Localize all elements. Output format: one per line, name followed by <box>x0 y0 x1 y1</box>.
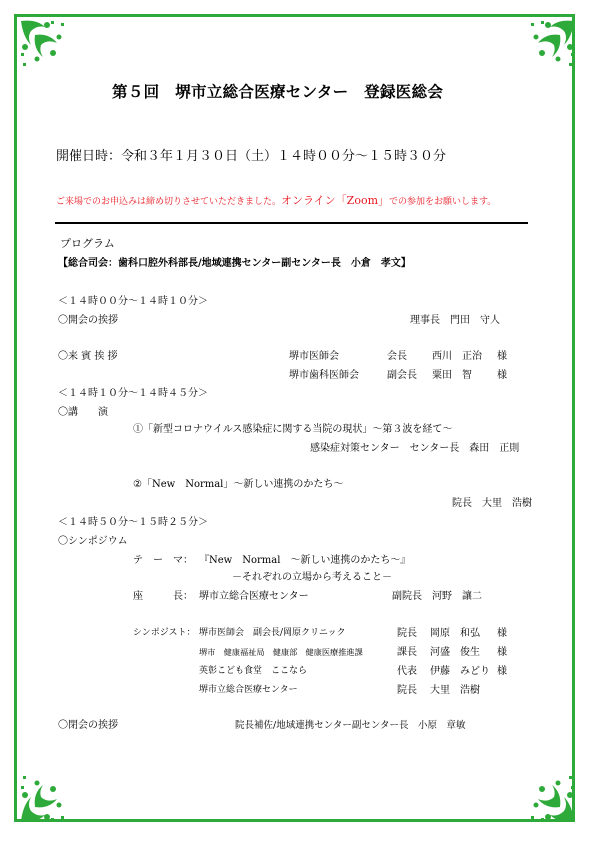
divider-line <box>55 222 528 224</box>
notice-text <box>56 195 496 207</box>
time-slot-1: ＜１４時００分～１４時１０分＞ <box>58 296 208 307</box>
theme-label: テ ー マ： <box>133 555 193 566</box>
notice-part-3: での参加をお願いします。 <box>389 197 497 207</box>
notice-zoom: オンライン「Zoom」 <box>281 194 390 207</box>
guest-1-role: 会長 <box>387 351 407 362</box>
symposist-1-org: 堺市医師会 副会長/岡原クリニック <box>199 628 346 638</box>
symposists-label: シンポジスト： <box>133 628 196 638</box>
symposist-4-role: 院長 <box>397 685 417 696</box>
guest-1-name: 西川 正治 <box>432 351 482 362</box>
symposist-2-name: 河盛 俊生 <box>430 647 480 658</box>
program-heading: プログラム <box>60 237 115 250</box>
symposist-3-name: 伊藤 みどり <box>430 666 490 677</box>
symposist-2-org: 堺市 健康福祉局 健康部 健康医療推進課 <box>199 647 363 657</box>
chair-label: 座 長： <box>133 591 193 602</box>
guest-2-org: 堺市歯科医師会 <box>289 370 359 381</box>
symposist-3-org: 英彰こども食堂 ここなら <box>199 666 308 676</box>
chair-org: 堺市立総合医療センター <box>199 591 309 602</box>
opening-greeting-person: 理事長 門田 守人 <box>410 315 500 326</box>
corner-ornament-top-right <box>520 17 578 75</box>
guest-1-org: 堺市医師会 <box>289 351 339 362</box>
page-title: 第５回 堺市立総合医療センター 登録医総会 <box>112 82 444 101</box>
symposist-3-role: 代表 <box>397 666 417 677</box>
guest-2-honorific: 様 <box>497 370 507 381</box>
lecture-1-title: ①「新型コロナウイルス感染症に関する当院の現状」～第３波を経て～ <box>133 424 453 435</box>
symposist-1-name: 岡原 和弘 <box>430 628 480 639</box>
guest-1-honorific: 様 <box>497 351 507 362</box>
symposist-1-honorific: 様 <box>497 628 507 639</box>
symposist-4-name: 大里 浩樹 <box>430 685 480 696</box>
page-border <box>14 14 575 822</box>
lecture-label: 〇講 演 <box>58 407 108 418</box>
symposium-label: 〇シンポジウム <box>58 536 128 547</box>
closing-greeting-person: 院長補佐/地域連携センター副センター長 小原 章敏 <box>235 720 466 731</box>
symposist-4-org: 堺市立総合医療センター <box>199 685 298 695</box>
corner-ornament-top-left <box>17 17 75 75</box>
lecture-1-speaker: 感染症対策センター センター長 森田 正則 <box>310 443 520 454</box>
theme-text: 『New Normal ～新しい連携のかたち～』 <box>199 555 411 566</box>
symposist-2-role: 課長 <box>397 647 417 658</box>
time-slot-2: ＜１４時１０分～１４時４５分＞ <box>58 388 208 399</box>
corner-ornament-bottom-right <box>520 767 578 825</box>
symposist-2-honorific: 様 <box>497 647 507 658</box>
symposist-3-honorific: 様 <box>497 666 507 677</box>
guest-2-name: 粟田 智 <box>432 370 472 381</box>
theme-subtitle: －それぞれの立場から考えること－ <box>232 572 392 583</box>
guest-greeting-label: 〇来 賓 挨 拶 <box>58 351 118 362</box>
event-date: 開催日時：令和３年１月３０日（土）１４時００分～１５時３０分 <box>56 149 447 164</box>
lecture-2-speaker: 院長 大里 浩樹 <box>452 498 532 509</box>
time-slot-3: ＜１４時５０分～１５時２５分＞ <box>58 517 208 528</box>
moderator-line: 【総合司会：歯科口腔外科部長/地域連携センター副センター長 小倉 孝文】 <box>58 258 411 269</box>
guest-2-role: 副会長 <box>387 370 417 381</box>
corner-ornament-bottom-left <box>17 767 75 825</box>
symposist-1-role: 院長 <box>397 628 417 639</box>
chair-name: 副院長 河野 讓二 <box>392 591 482 602</box>
notice-part-1: ご来場でのお申込みは締め切りさせていただきました。 <box>56 197 282 207</box>
lecture-2-title: ②「New Normal」～新しい連携のかたち～ <box>133 479 344 490</box>
opening-greeting-label: 〇開会の挨拶 <box>58 315 118 326</box>
closing-greeting-label: 〇閉会の挨拶 <box>58 720 118 731</box>
